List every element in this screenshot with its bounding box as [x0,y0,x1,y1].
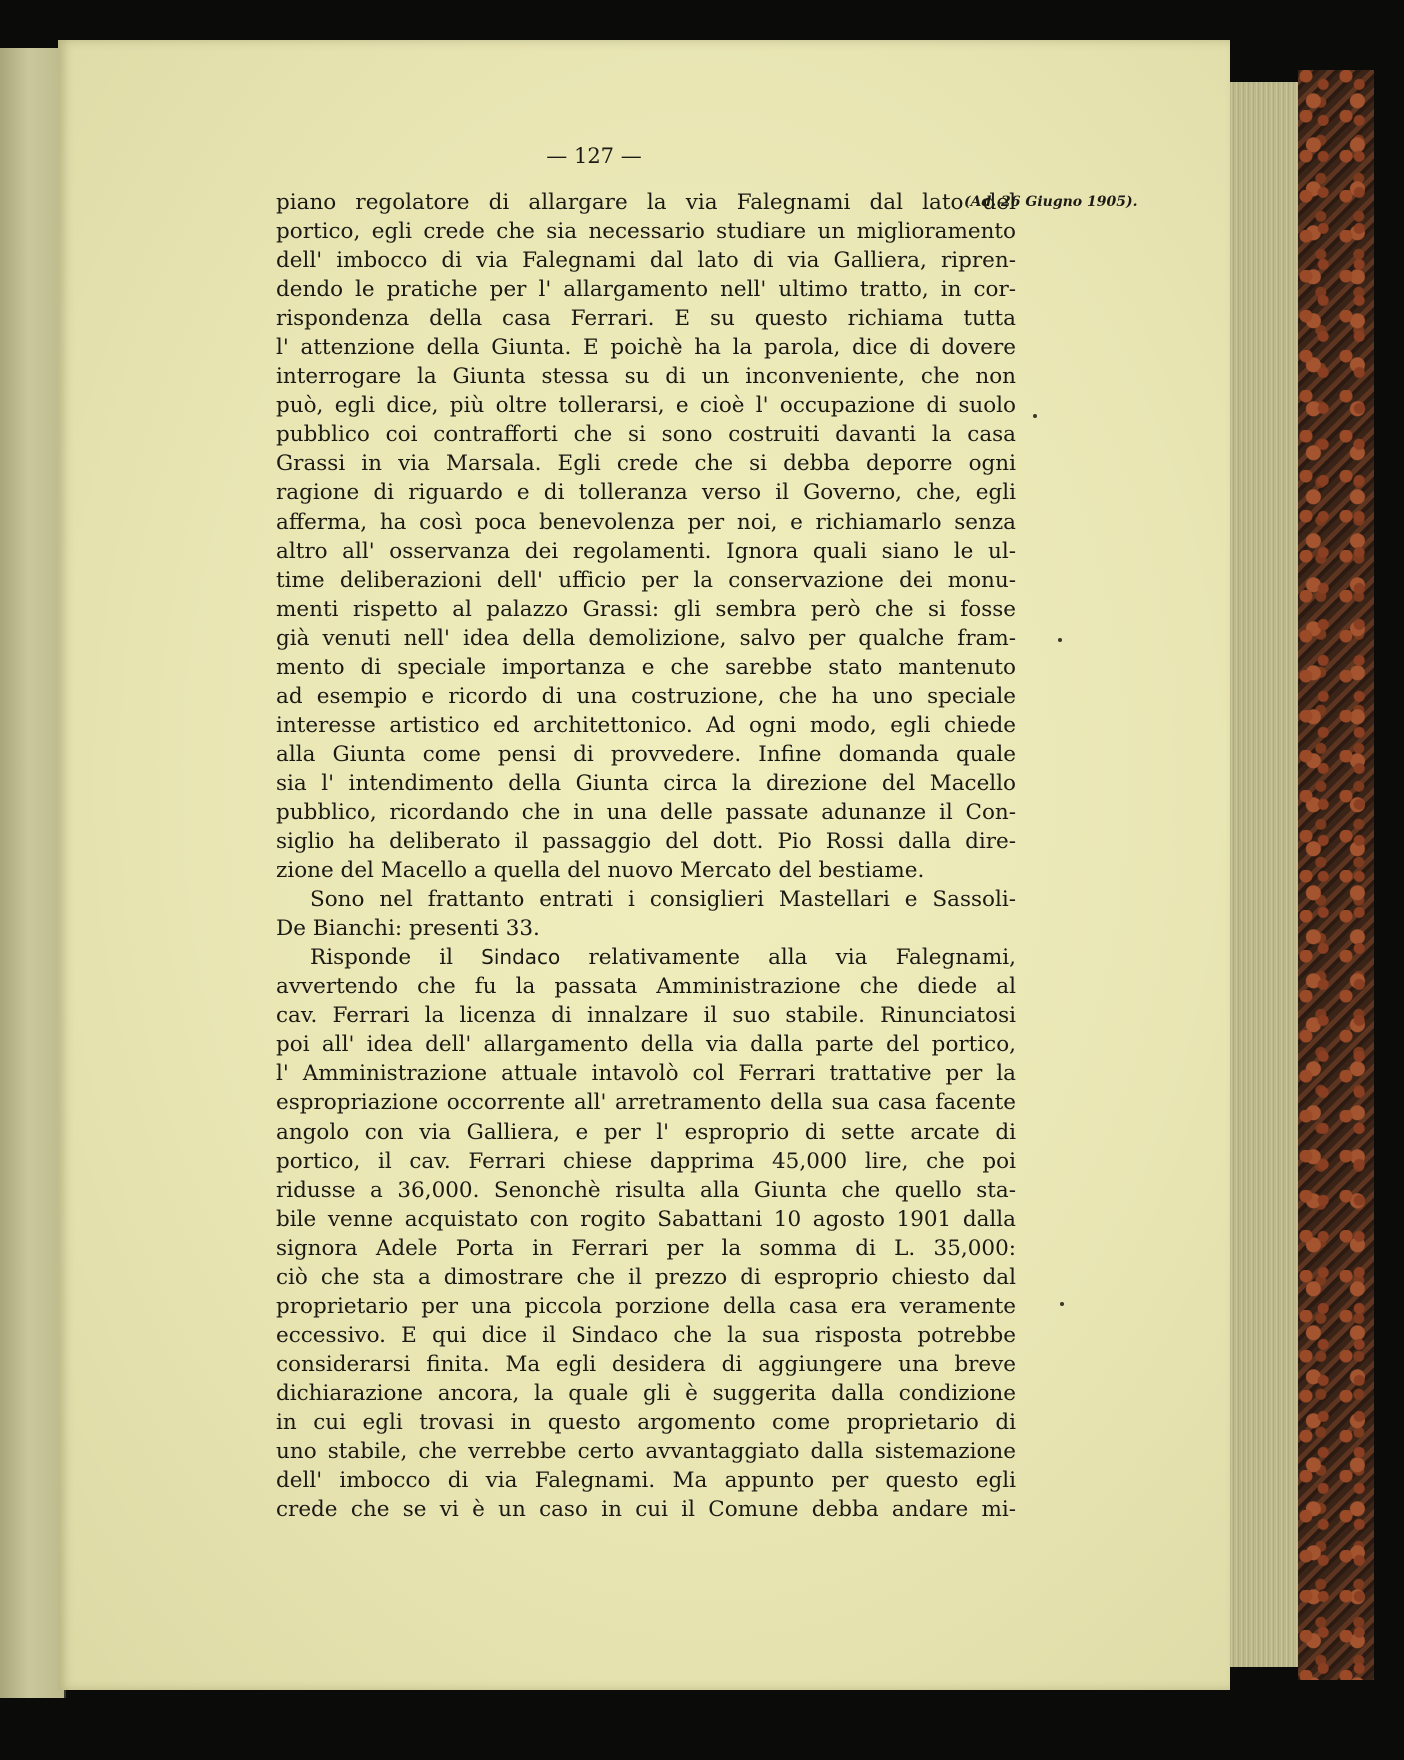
text-line: bile venne acquistato con rogito Sabattani 10 agosto 1901 dalla [276,1206,1016,1232]
text-line: portico, egli crede che sia necessario studiare un miglioramento [276,219,1016,245]
marbled-book-cover [1298,70,1374,1680]
text-line: sia l' intendimento della Giunta circa la direzione del Macello [276,770,1016,796]
text-line: rispondenza della casa Ferrari. E su questo richiama tutta [276,306,1016,332]
text-line: siglio ha deliberato il passaggio del dott. Pio Rossi dalla dire- [276,829,1016,855]
text-line: espropriazione occorrente all' arretramento della sua casa facente [276,1090,1016,1116]
text-line: può, egli dice, più oltre tollerarsi, e cioè l' occupazione di suolo [276,393,1016,419]
text-line: l' attenzione della Giunta. E poichè ha la parola, dice di dovere [276,335,1016,361]
text-line: dell' imbocco di via Falegnami dal lato di via Galliera, ripren- [276,248,1016,274]
text-line: dichiarazione ancora, la quale gli è suggerita dalla condizione [276,1380,1016,1406]
book-page [58,40,1230,1690]
text-line: considerarsi finita. Ma egli desidera di aggiungere una breve [276,1351,1016,1377]
text-line: uno stabile, che verrebbe certo avvantaggiato dalla sistemazione [276,1439,1016,1465]
text-fragment: relativamente alla via Falegnami, [588,945,1016,971]
text-line: ad esempio e ricordo di una costruzione, che ha uno speciale [276,683,1016,709]
text-line: ciò che sta a dimostrare che il prezzo di esproprio chiesto dal [276,1264,1016,1290]
text-line: ridusse a 36,000. Senonchè risulta alla Giunta che quello sta- [276,1177,1016,1203]
text-fragment: Risponde il [310,945,454,971]
text-line: pubblico, ricordando che in una delle passate adunanze il Con- [276,799,1016,825]
text-line: dell' imbocco di via Falegnami. Ma appunto per questo egli [276,1468,1016,1494]
text-line: De Bianchi: presenti 33. [276,916,540,942]
text-line: Grassi in via Marsala. Egli crede che si debba deporre ogni [276,451,1016,477]
paper-speck [1060,1302,1064,1306]
text-line: time deliberazioni dell' ufficio per la conservazione dei monu- [276,567,1016,593]
previous-page-edge [0,48,66,1698]
text-line: ragione di riguardo e di tolleranza verso il Governo, che, egli [276,480,1016,506]
paper-speck [1058,638,1062,642]
page-number: — 127 — [546,144,642,168]
text-line: l' Amministrazione attuale intavolò col Ferrari trattative per la [276,1061,1016,1087]
text-line: poi all' idea dell' allargamento della via dalla parte del portico, [276,1032,1016,1058]
text-line: alla Giunta come pensi di provvedere. Infine domanda quale [276,741,1016,767]
text-line: mento di speciale importanza e che sarebbe stato mantenuto [276,654,1016,680]
text-line: zione del Macello a quella del nuovo Mercato del bestiame. [276,858,925,884]
text-line-with-speaker [276,943,1016,972]
text-line: menti rispetto al palazzo Grassi: gli sembra però che si fosse [276,596,1016,622]
text-line: afferma, ha così poca benevolenza per noi, e richiamarlo senza [276,509,1016,535]
marginal-date-note: (Ad. 26 Giugno 1905). [964,194,1138,210]
text-line: avvertendo che fu la passata Amministrazione che diede al [276,974,1016,1000]
text-line: già venuti nell' idea della demolizione, salvo per qualche fram- [276,625,1016,651]
text-line: eccessivo. E qui dice il Sindaco che la sua risposta potrebbe [276,1322,1016,1348]
page-stack-edges [1228,82,1300,1667]
text-line: interrogare la Giunta stessa su di un inconveniente, che non [276,364,1016,390]
text-line: in cui egli trovasi in questo argomento come proprietario di [276,1409,1016,1435]
paper-speck [1033,414,1037,418]
text-line: interesse artistico ed architettonico. Ad ogni modo, egli chiede [276,712,1016,738]
text-line: altro all' osservanza dei regolamenti. Ignora quali siano le ul- [276,538,1016,564]
speaker-name: Sindaco [481,945,561,970]
text-line: pubblico coi contrafforti che si sono costruiti davanti la casa [276,422,1016,448]
text-line: cav. Ferrari la licenza di innalzare il suo stabile. Rinunciatosi [276,1003,1016,1029]
text-line: proprietario per una piccola porzione della casa era veramente [276,1293,1016,1319]
text-line: portico, il cav. Ferrari chiese dapprima 45,000 lire, che poi [276,1148,1016,1174]
text-line: dendo le pratiche per l' allargamento nell' ultimo tratto, in cor- [276,277,1016,303]
text-line: Sono nel frattanto entrati i consiglieri Mastellari e Sassoli- [310,887,1016,913]
text-line: piano regolatore di allargare la via Falegnami dal lato del [276,190,1016,215]
text-line: angolo con via Galliera, e per l' esproprio di sette arcate di [276,1119,1016,1145]
page-body-text [276,188,1016,1524]
text-line: signora Adele Porta in Ferrari per la somma di L. 35,000: [276,1235,1016,1261]
text-line: crede che se vi è un caso in cui il Comune debba andare mi- [276,1497,1016,1523]
